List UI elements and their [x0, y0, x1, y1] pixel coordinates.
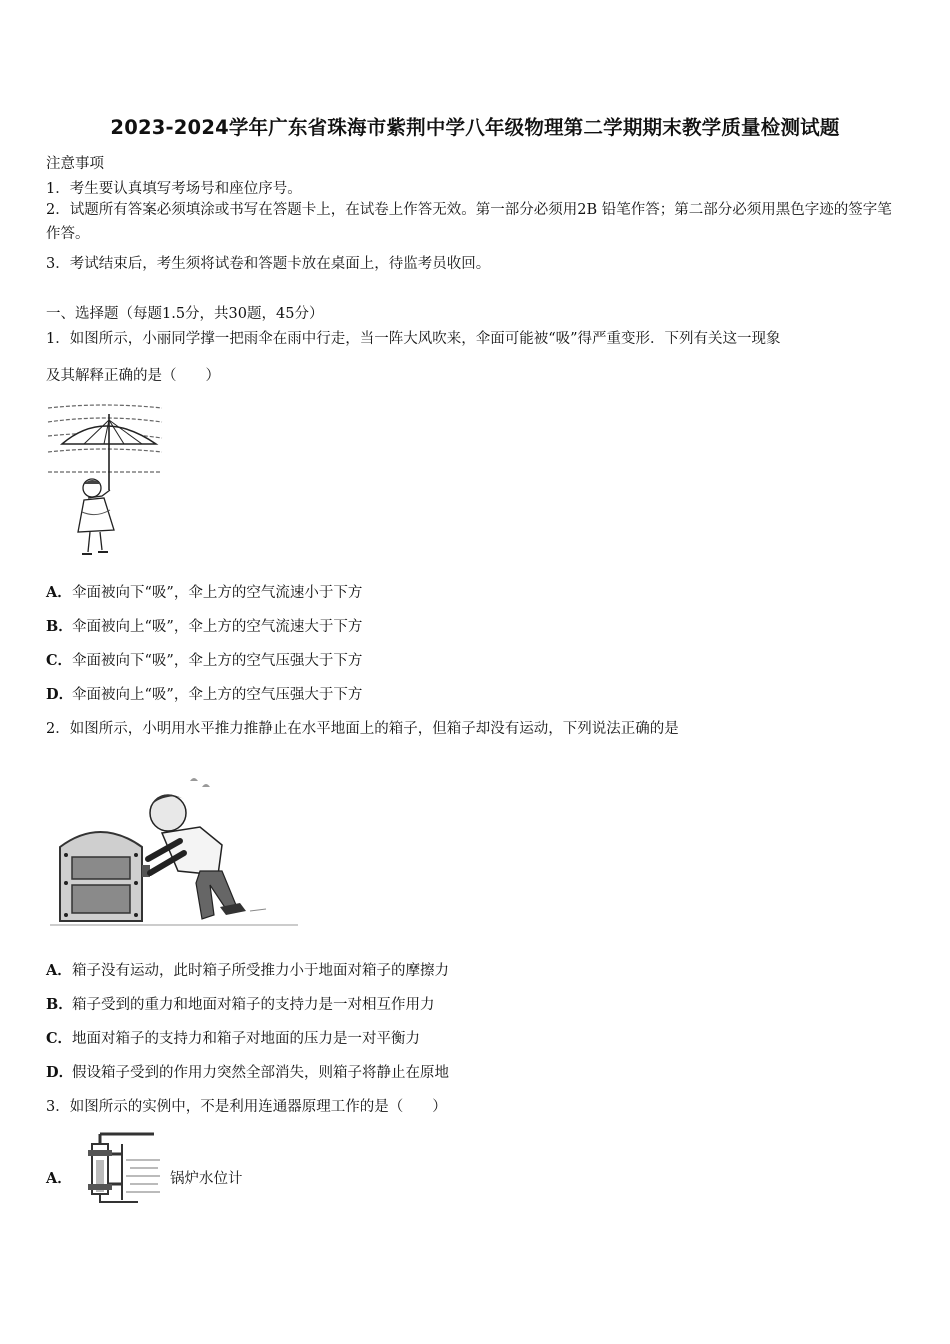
option-b[interactable] [46, 993, 435, 1014]
option-a-letter[interactable] [46, 1167, 72, 1188]
notice-heading: 注意事项 [46, 156, 104, 172]
notice-item: 3．考试结束后，考生须将试卷和答题卡放在桌面上，待监考员收回。 [46, 256, 491, 272]
question-3-stem: 3．如图所示的实例中，不是利用连通器原理工作的是（ ） [46, 1099, 447, 1115]
option-d[interactable] [46, 683, 362, 704]
option-b[interactable] [46, 615, 362, 636]
option-letter: B． [46, 618, 73, 635]
option-text: 假设箱子受到的作用力突然全部消失，则箱子将静止在原地 [72, 1065, 449, 1081]
option-text: 伞面被向上“吸”，伞上方的空气流速大于下方 [72, 619, 363, 635]
notice-item: 2．试题所有答案必须填涂或书写在答题卡上，在试卷上作答无效。第一部分必须用2B 铅笔作答；第二部分必须用黑色字迹的签字笔作答。 [46, 202, 892, 242]
option-text: 箱子没有运动，此时箱子所受推力小于地面对箱子的摩擦力 [72, 963, 449, 979]
option-letter: A． [46, 584, 72, 601]
option-c[interactable] [46, 649, 362, 670]
option-d[interactable] [46, 1061, 449, 1082]
option-text: 箱子受到的重力和地面对箱子的支持力是一对相互作用力 [72, 997, 435, 1013]
question-1-stem: 1．如图所示，小丽同学撑一把雨伞在雨中行走，当一阵大风吹来，伞面可能被“吸”得严重变形．下列有关这一现象 [46, 331, 781, 347]
boy-pushing-box-figure [50, 775, 298, 935]
option-letter: D． [46, 686, 74, 703]
option-text: 伞面被向下“吸”，伞上方的空气压强大于下方 [72, 653, 363, 669]
option-letter: C． [46, 652, 73, 669]
option-text: 地面对箱子的支持力和箱子对地面的压力是一对平衡力 [72, 1031, 420, 1047]
notice-item: 1．考生要认真填写考场号和座位序号。 [46, 181, 302, 197]
option-a[interactable] [46, 581, 362, 602]
option-letter: A． [46, 962, 72, 979]
option-a-text: 锅炉水位计 [170, 1171, 243, 1187]
option-letter: C． [46, 1030, 73, 1047]
option-a[interactable] [46, 959, 449, 980]
boiler-water-gauge-figure [78, 1130, 163, 1205]
option-letter: B． [46, 996, 73, 1013]
option-letter: A． [46, 1170, 72, 1187]
question-2-stem: 2．如图所示，小明用水平推力推静止在水平地面上的箱子，但箱子却没有运动，下列说法正确的是 [46, 721, 679, 737]
question-1-stem-cont: 及其解释正确的是（ ） [46, 368, 220, 384]
page-title: 2023-2024学年广东省珠海市紫荆中学八年级物理第二学期期末教学质量检测试题 [110, 116, 840, 139]
option-c[interactable] [46, 1027, 420, 1048]
option-text: 伞面被向下“吸”，伞上方的空气流速小于下方 [72, 585, 363, 601]
option-letter: D． [46, 1064, 74, 1081]
option-text: 伞面被向上“吸”，伞上方的空气压强大于下方 [72, 687, 363, 703]
section-heading: 一、选择题（每题1.5分，共30题，45分） [46, 306, 324, 322]
umbrella-girl-figure [44, 400, 169, 565]
